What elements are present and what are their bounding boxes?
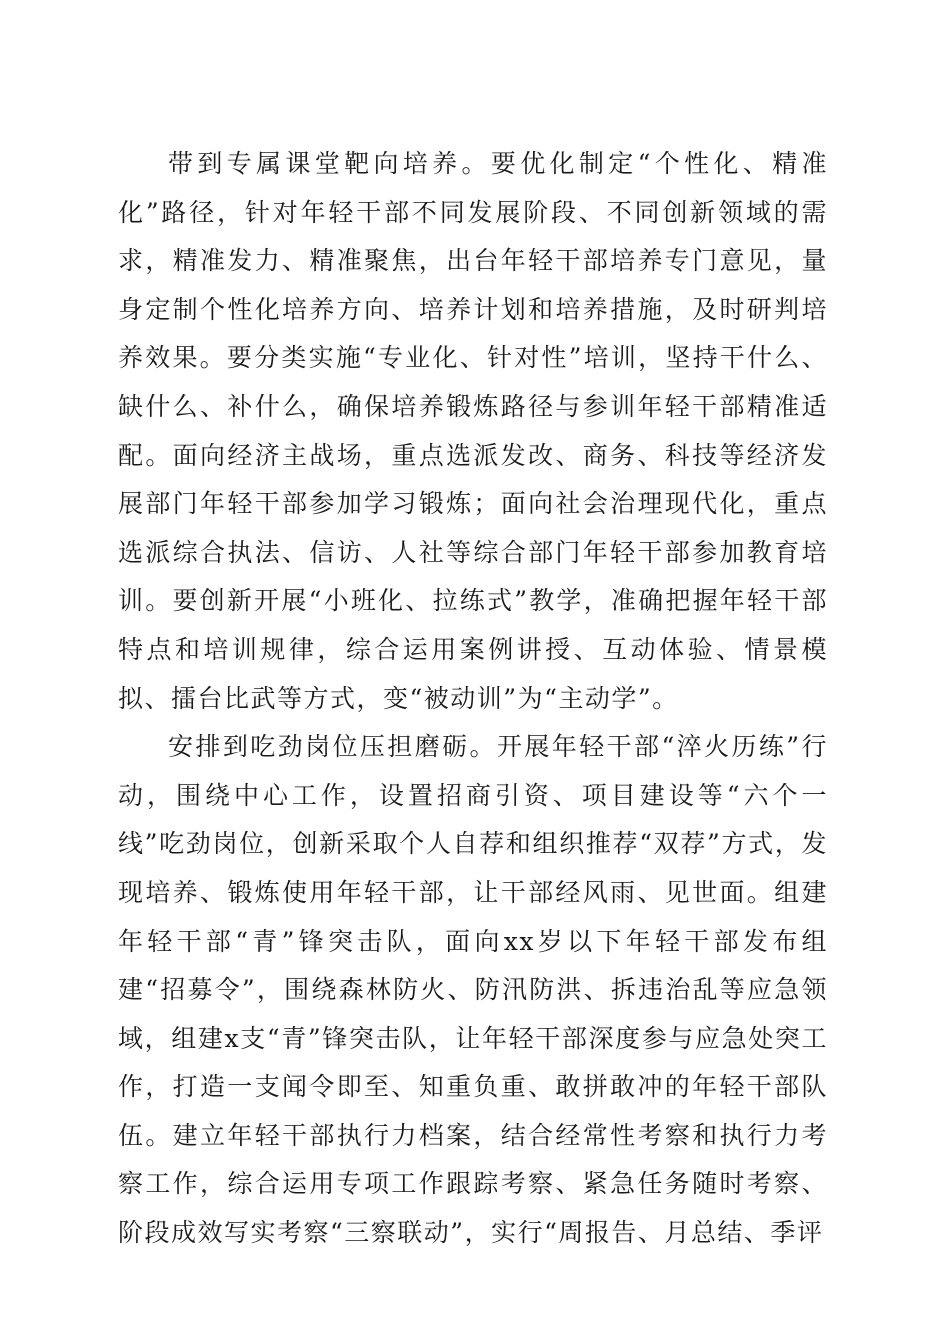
- document-body: [118, 140, 828, 1258]
- paragraph-targeted-training: 带到专属课堂靶向培养。要优化制定“个性化、精准化”路径，针对年轻干部不同发展阶段、不同创新领域的需求，精准发力、精准聚焦，出台年轻干部培养专门意见，量身定制个性化培养方向、培养计划和培养措施，及时研判培养效果。要分类实施“专业化、针对性”培训，坚持干什么、缺什么、补什么，确保培养锻炼路径与参训年轻干部精准适配。面向经济主战场，重点选派发改、商务、科技等经济发展部门年轻干部参加学习锻炼；面向社会治理现代化，重点选派综合执法、信访、人社等综合部门年轻干部参加教育培训。要创新开展“小班化、拉练式”教学，准确把握年轻干部特点和培训规律，综合运用案例讲授、互动体验、情景模拟、擂台比武等方式，变“被动训”为“主动学”。: [118, 149, 828, 713]
- paragraph-key-post-tempering: 安排到吃劲岗位压担磨砺。开展年轻干部“淬火历练”行动，围绕中心工作，设置招商引资、项目建设等“六个一线”吃劲岗位，创新采取个人自荐和组织推荐“双荐”方式，发现培养、锻炼使用年轻干部，让干部经风雨、见世面。组建年轻干部“青”锋突击队，面向xx岁以下年轻干部发布组建“招募令”，围绕森林防火、防汛防洪、拆违治乱等应急领域，组建x支“青”锋突击队，让年轻干部深度参与应急处突工作，打造一支闻令即至、知重负重、敢拼敢冲的年轻干部队伍。建立年轻干部执行力档案，结合经常性考察和执行力考察工作，综合运用专项工作跟踪考察、紧急任务随时考察、阶段成效写实考察“三察联动”，实行“周报告、月总结、季评: [118, 732, 828, 1248]
